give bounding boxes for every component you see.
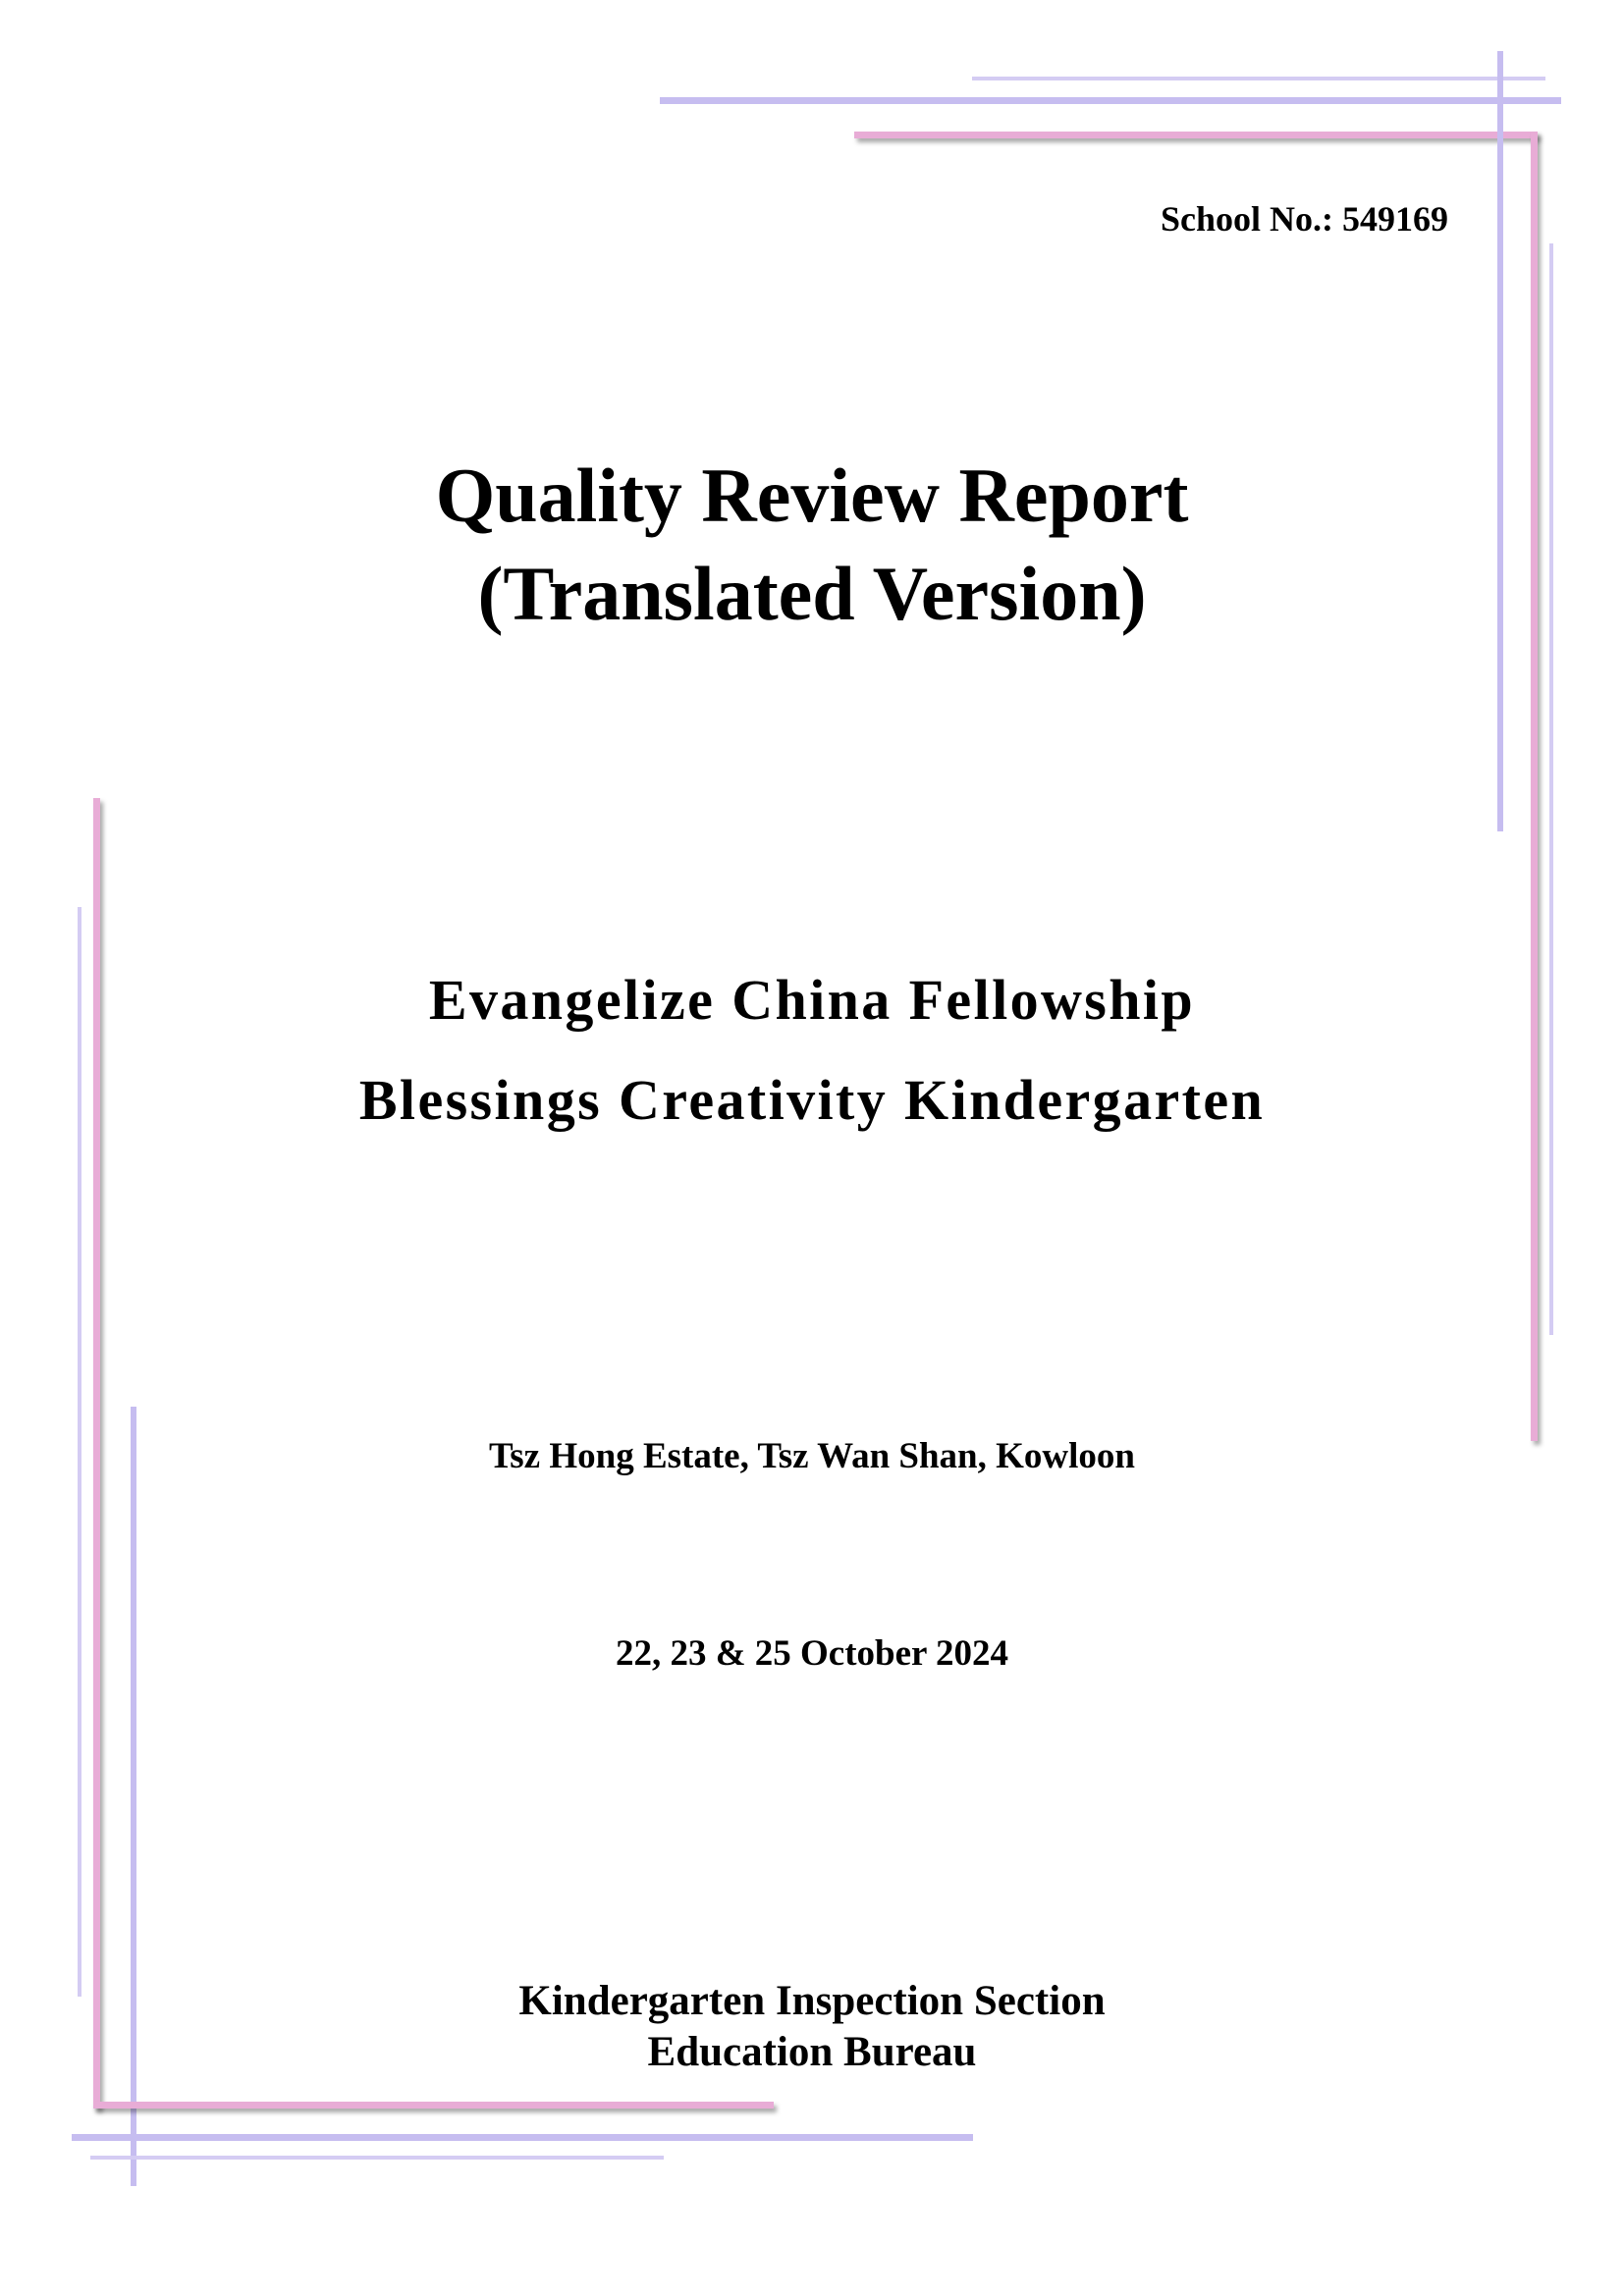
school-number: School No.: 549169	[1160, 199, 1448, 239]
frame-line-top-thick	[660, 97, 1561, 104]
issuer-section: Kindergarten Inspection Section	[518, 1978, 1106, 2024]
frame-line-bottom-pink	[93, 2102, 774, 2109]
report-title-line1: Quality Review Report	[435, 453, 1189, 538]
frame-line-right-pink	[1531, 132, 1538, 1441]
frame-line-right-thin	[1549, 243, 1553, 1335]
frame-line-bottom-thick	[72, 2134, 973, 2141]
school-name	[0, 950, 1624, 1150]
frame-line-right-thick	[1497, 51, 1503, 831]
frame-line-bottom-thin	[90, 2156, 664, 2160]
frame-line-top-pink	[854, 132, 1538, 138]
school-name-line2: Blessings Creativity Kindergarten	[358, 1068, 1266, 1132]
inspection-dates: 22, 23 & 25 October 2024	[615, 1633, 1009, 1674]
school-address: Tsz Hong Estate, Tsz Wan Shan, Kowloon	[489, 1436, 1135, 1476]
frame-line-top-thin	[972, 77, 1545, 80]
school-name-line1: Evangelize China Fellowship	[428, 968, 1196, 1032]
issuer-block	[0, 1976, 1624, 2078]
report-title	[0, 447, 1624, 643]
report-title-line2: (Translated Version)	[477, 551, 1147, 636]
issuer-bureau: Education Bureau	[647, 2029, 977, 2075]
